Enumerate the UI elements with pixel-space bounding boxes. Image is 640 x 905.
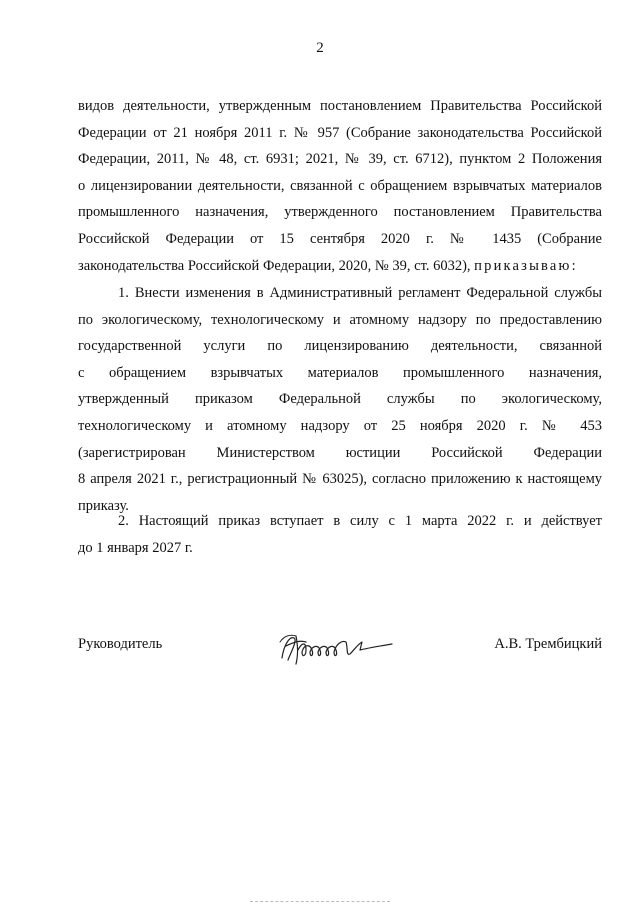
signatory-name: А.В. Трембицкий	[494, 636, 602, 652]
text-line: по экологическому, технологическому и атомному надзору по предоставлению	[78, 311, 602, 328]
text-line: технологическому и атомному надзору от 25 ноября 2020 г. № 453	[78, 417, 602, 434]
order-word: приказываю:	[474, 257, 578, 274]
text-line: 8 апреля 2021 г., регистрационный № 63025), согласно приложению к настоящему	[78, 471, 602, 488]
text-line: Федерации от 21 ноября 2011 г. № 957 (Собрание законодательства Российской	[78, 124, 602, 141]
text-line: государственной услуги по лицензированию деятельности, связанной	[78, 338, 602, 355]
text-segment: законодательства Российской Федерации, 2020, № 39, ст. 6032),	[78, 257, 471, 274]
text-line: видов деятельности, утвержденным постановлением Правительства Российской	[78, 98, 602, 114]
signature-block	[78, 628, 602, 668]
scan-edge-mark	[250, 901, 390, 903]
text-line: до 1 января 2027 г.	[78, 539, 193, 556]
paragraph-preamble	[78, 93, 602, 279]
text-line: утвержденный приказом Федеральной службы по экологическому,	[78, 391, 602, 408]
page-number: 2	[316, 40, 324, 56]
text-line: Федерации, 2011, № 48, ст. 6931; 2021, № 39, ст. 6712), пунктом 2 Положения	[78, 151, 602, 168]
handwritten-signature	[276, 628, 396, 670]
paragraph-item-1	[78, 280, 602, 519]
text-line: с обращением взрывчатых материалов промышленного назначения,	[78, 364, 602, 381]
text-line: приказу.	[78, 497, 129, 514]
text-line: о лицензировании деятельности, связанной с обращением взрывчатых материалов	[78, 177, 602, 194]
text-line	[78, 253, 602, 280]
text-line: (зарегистрирован Министерством юстиции Российской Федерации	[78, 444, 602, 461]
text-line: 1. Внести изменения в Административный регламент Федеральной службы	[118, 285, 602, 301]
paragraph-item-2	[78, 508, 602, 561]
text-line: Российской Федерации от 15 сентября 2020 г. № 1435 (Собрание	[78, 230, 602, 247]
signatory-title: Руководитель	[78, 636, 163, 652]
text-line: 2. Настоящий приказ вступает в силу с 1 марта 2022 г. и действует	[118, 513, 602, 529]
text-line: промышленного назначения, утвержденного постановлением Правительства	[78, 204, 602, 221]
